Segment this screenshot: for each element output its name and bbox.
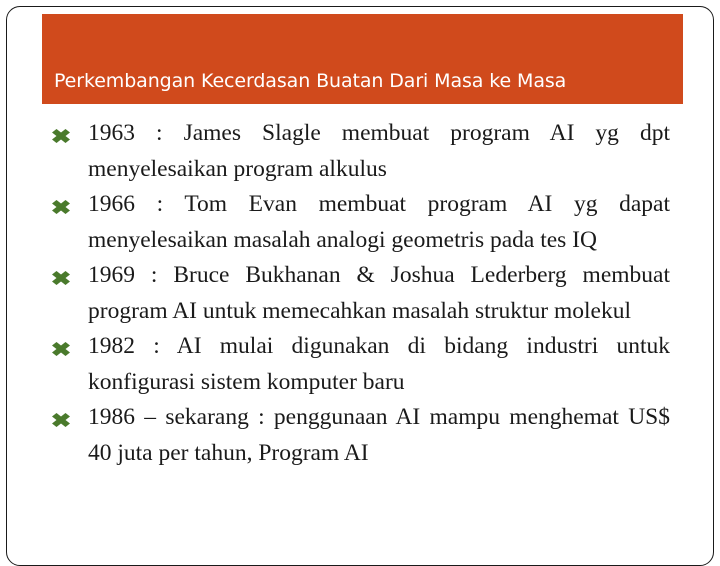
bullet-item-1966	[52, 187, 670, 258]
bullet-item-1982	[52, 329, 670, 400]
bullet-text: 1963 : James Slagle membuat program AI yg dpt menyelesaikan program alkulus	[88, 120, 670, 182]
bullet-text: 1986 – sekarang : penggunaan AI mampu menghemat US$ 40 juta per tahun, Program AI	[88, 404, 670, 466]
diamond-bullet-icon	[52, 200, 70, 214]
diamond-bullet-icon	[52, 342, 70, 356]
bullet-text: 1966 : Tom Evan membuat program AI yg dapat menyelesaikan masalah analogi geometris pada tes IQ	[88, 191, 670, 253]
bullet-text: 1982 : AI mulai digunakan di bidang industri untuk konfigurasi sistem komputer baru	[88, 333, 670, 395]
diamond-bullet-icon	[52, 129, 70, 143]
bullet-text: 1969 : Bruce Bukhanan & Joshua Lederberg membuat program AI untuk memecahkan masalah struktur molekul	[88, 262, 670, 324]
bullet-item-1963	[52, 116, 670, 187]
bullet-item-1969	[52, 258, 670, 329]
diamond-bullet-icon	[52, 271, 70, 285]
bullet-item-1986	[52, 400, 670, 471]
title-bar	[42, 14, 683, 104]
bullet-list	[52, 116, 670, 471]
diamond-bullet-icon	[52, 413, 70, 427]
slide-title: Perkembangan Kecerdasan Buatan Dari Masa ke Masa	[54, 70, 567, 92]
